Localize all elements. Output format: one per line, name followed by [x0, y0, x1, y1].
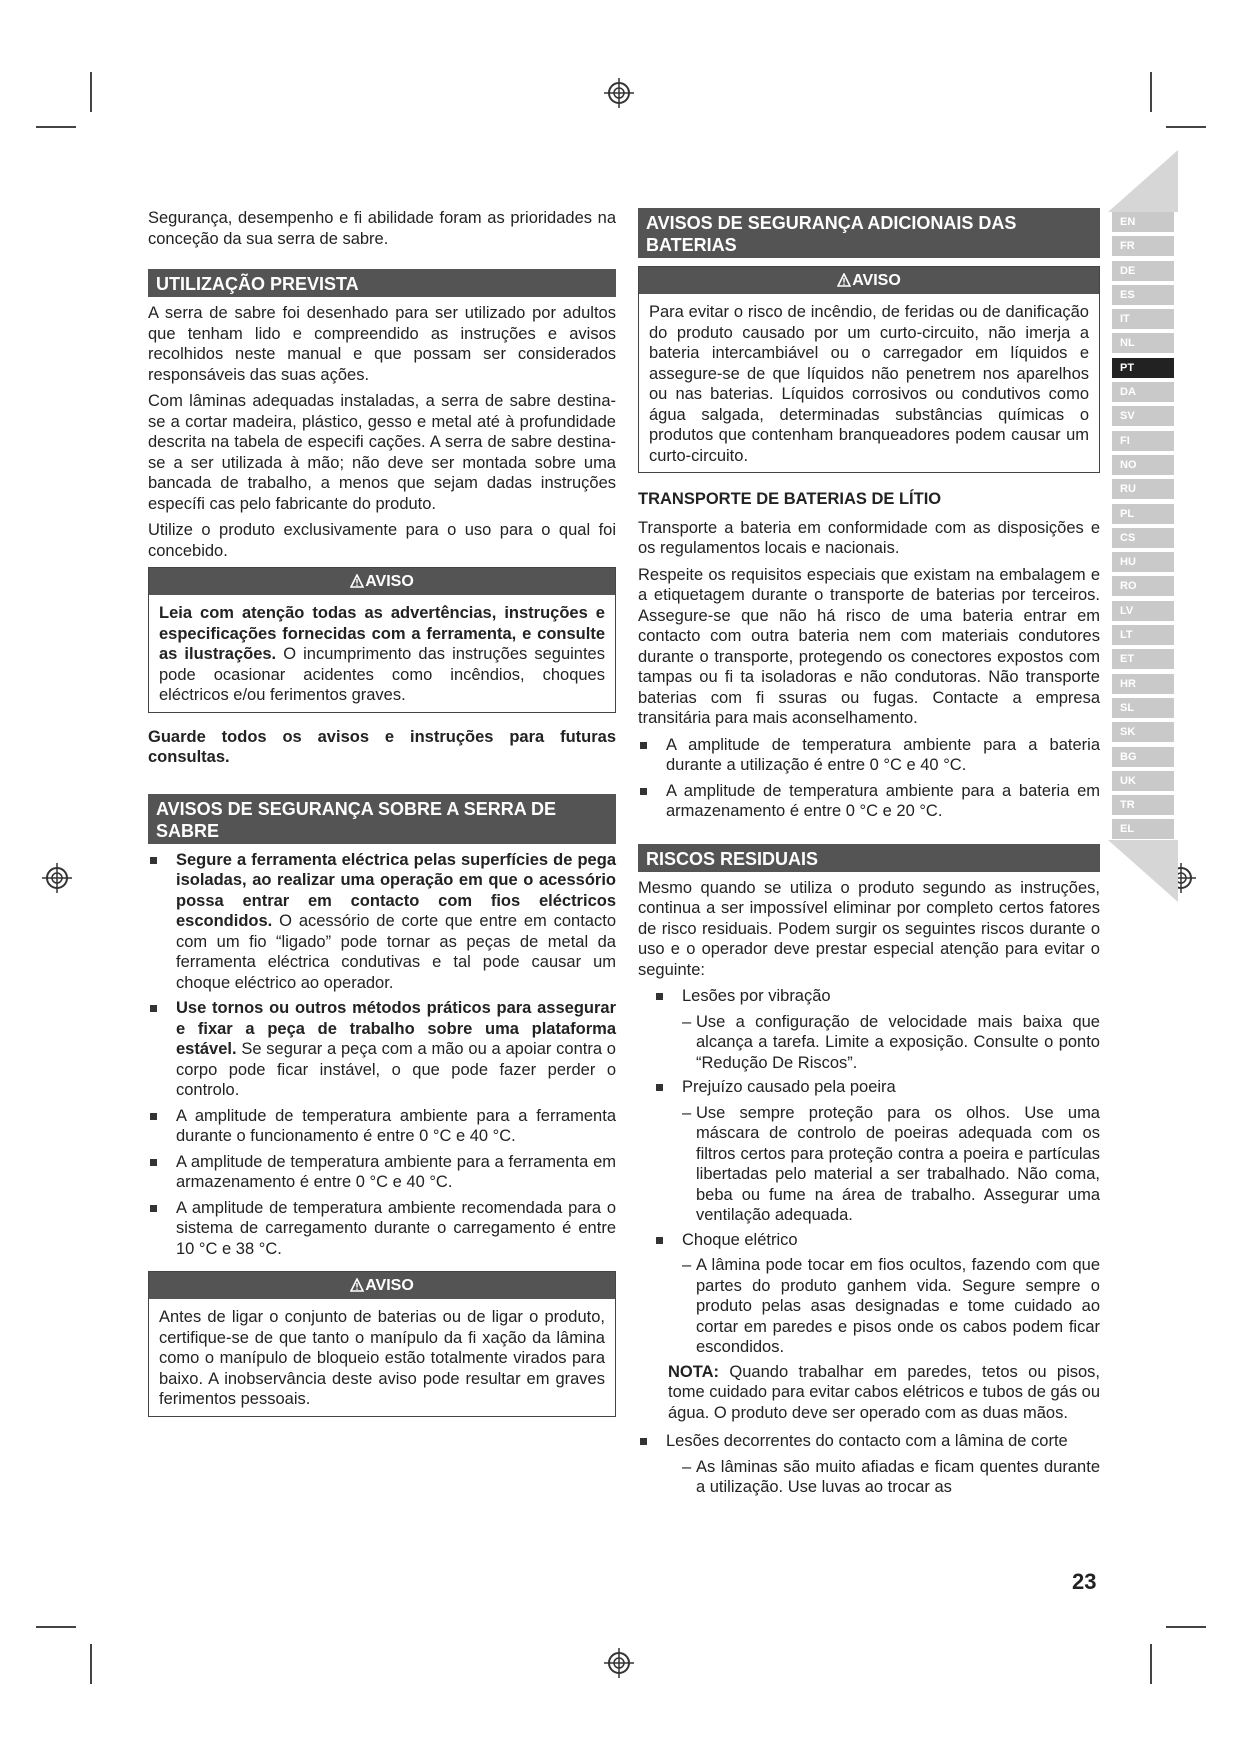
language-tab[interactable]: RO — [1112, 576, 1174, 596]
language-tab[interactable]: HR — [1112, 674, 1174, 694]
warning-body: Antes de ligar o conjunto de baterias ou de ligar o produto, certifique-se de que tanto o manípulo da fi xação da lâmina como o manípulo de bloqueio estão totalmente virados para baixo. A inobservância deste aviso pode resultar em graves ferimentos pessoais. — [159, 1308, 605, 1408]
language-tab[interactable]: UK — [1112, 771, 1174, 791]
list-item: A amplitude de temperatura ambiente para a ferramenta em armazenamento é entre 0 °C e 40 °C. — [148, 1152, 616, 1193]
warning-box — [148, 1271, 616, 1417]
language-tab[interactable]: LV — [1112, 601, 1174, 621]
warning-title: AVISO — [639, 267, 1099, 294]
utilizacao-paragraph: A serra de sabre foi desenhado para ser utilizado por adultos que tenham lido e compreendido as instruções e avisos recolhidos neste manual e que possam ser considerados responsáveis das suas ações. — [148, 304, 616, 384]
language-tab[interactable]: ES — [1112, 285, 1174, 305]
list-item: Use tornos ou outros métodos práticos para assegurar e fixar a peça de trabalho sobre uma plataforma estável. Se segurar a peça com a mão ou a apoiar contra o corpo pode ficar instável, o que pode fazer perder o controlo. — [148, 998, 616, 1101]
crop-mark — [1166, 1626, 1206, 1628]
warning-triangle-icon — [350, 1278, 364, 1292]
riscos-paragraph: Mesmo quando se utiliza o produto segundo as instruções, continua a ser impossível eliminar por completo certos fatores de risco residuais. Podem surgir os seguintes riscos durante o uso e o operador deve prestar especial atenção para evitar o seguinte: — [638, 878, 1100, 979]
language-tab[interactable]: FI — [1112, 431, 1174, 451]
list-subitem: – Use a configuração de velocidade mais baixa que alcança a tarefa. Limite a exposição. Consulte o ponto “Redução De Riscos”. — [682, 1012, 1100, 1074]
warning-title: AVISO — [149, 568, 615, 595]
language-tab[interactable]: LT — [1112, 625, 1174, 645]
transporte-paragraph: Transporte a bateria em conformidade com as disposições e os regulamentos locais e nacionais. — [638, 518, 1100, 557]
language-tab[interactable]: SK — [1112, 722, 1174, 742]
utilizacao-paragraph: Com lâminas adequadas instaladas, a serra de sabre destina-se a cortar madeira, plástico, gesso e metal até à profundidade descrita na tabela de especifi cações. A serra de sabre destina-se a ser utilizada à mão; não deve ser montada sobre uma bancada de trabalho, a menos que sejam dadas instruções específi cas pelo fabricante do produto. — [148, 392, 616, 513]
left-column — [148, 208, 616, 1427]
language-tab[interactable]: RU — [1112, 479, 1174, 499]
list-item: A amplitude de temperatura ambiente para a ferramenta durante o funcionamento é entre 0 °C e 40 °C. — [148, 1106, 616, 1147]
warning-box — [148, 567, 616, 713]
transporte-paragraph: Respeite os requisitos especiais que existam na embalagem e a etiquetagem durante o transporte de baterias por terceiros. Assegure-se que não há risco de uma bateria entrar em contacto com outra bateria nem com materiais condutores durante o transporte, protegendo os conectores expostos com tampas ou fi ta isoladoras e não condutoras. Não transporte baterias com fi ssuras ou fugas. Contacte a empresa transitária para mais aconselhamento. — [638, 565, 1100, 727]
section-header-riscos: RISCOS RESIDUAIS — [638, 844, 1100, 872]
section-header-baterias: AVISOS DE SEGURANÇA ADICIONAIS DAS BATERIAS — [638, 208, 1100, 258]
warning-box — [638, 266, 1100, 473]
crop-mark — [1150, 72, 1152, 112]
list-item: Prejuízo causado pela poeira — [654, 1077, 1100, 1098]
page-number: 23 — [1072, 1569, 1097, 1594]
subsection-heading-transporte: TRANSPORTE DE BATERIAS DE LÍTIO — [638, 490, 942, 508]
list-item: Lesões por vibração — [654, 986, 1100, 1007]
language-tab-active[interactable]: PT — [1112, 358, 1174, 378]
language-tab[interactable]: TR — [1112, 795, 1174, 815]
language-tab[interactable]: IT — [1112, 309, 1174, 329]
language-tab[interactable]: ET — [1112, 649, 1174, 669]
language-tab[interactable]: PL — [1112, 504, 1174, 524]
warning-body — [149, 595, 615, 712]
list-item: Choque elétrico — [654, 1230, 1100, 1251]
registration-mark-icon — [604, 78, 634, 108]
list-item: Lesões decorrentes do contacto com a lâmina de corte — [638, 1431, 1100, 1452]
language-tab[interactable]: CS — [1112, 528, 1174, 548]
list-item: A amplitude de temperatura ambiente recomendada para o sistema de carregamento durante o carregamento é entre 10 °C e 38 °C. — [148, 1198, 616, 1260]
language-tab[interactable]: FR — [1112, 236, 1174, 256]
registration-mark-icon — [604, 1648, 634, 1678]
language-tab[interactable]: SL — [1112, 698, 1174, 718]
list-subitem: – Use sempre proteção para os olhos. Use uma máscara de controlo de poeiras adequada com os filtros certos para proteção contra a poeira e partículas libertadas pelo material a ser trabalhado. Não coma, beba ou fume na área de trabalho. Assegurar uma ventilação adequada. — [682, 1103, 1100, 1226]
crop-mark — [36, 126, 76, 128]
utilizacao-paragraph: Utilize o produto exclusivamente para o uso para o qual foi concebido. — [148, 521, 616, 560]
warning-body: Para evitar o risco de incêndio, de feridas ou de danificação do produto causado por um curto-circuito, não imerja a bateria intercambiável ou o carregador em líquidos e assegure-se de que líquidos não penetrem nos aparelhos ou nas baterias. Líquidos corrosivos ou condutivos como água salgada, determinadas substâncias químicas o produtos que contenham branqueadores podem causar um curto-circuito. — [649, 303, 1089, 465]
list-subitem: – As lâminas são muito afiadas e ficam quentes durante a utilização. Use luvas ao trocar as — [682, 1457, 1100, 1498]
language-tab[interactable]: BG — [1112, 747, 1174, 767]
warning-triangle-icon — [350, 574, 364, 588]
crop-mark — [1166, 126, 1206, 128]
guarde-text: Guarde todos os avisos e instruções para futuras consultas. — [148, 727, 616, 766]
section-header-utilizacao: UTILIZAÇÃO PREVISTA — [148, 269, 616, 297]
language-tabs — [1112, 212, 1174, 844]
registration-mark-icon — [42, 863, 72, 893]
crop-mark — [90, 72, 92, 112]
list-subitem: – A lâmina pode tocar em fios ocultos, fazendo com que partes do produto ganhem vida. Segure sempre o produto pelas asas designadas e tome cuidado ao cortar em paredes e pisos onde os cabos podem ficar escondidos. — [682, 1255, 1100, 1358]
warning-bold-text: Leia com atenção todas as advertências, instruções e especificações fornecidas com a ferramenta, e consulte as ilustrações. — [159, 604, 605, 663]
right-column — [638, 208, 1100, 1502]
language-tab[interactable]: EL — [1112, 819, 1174, 839]
crop-mark — [90, 1644, 92, 1684]
list-item: A amplitude de temperatura ambiente para a bateria em armazenamento é entre 0 °C e 20 °C. — [638, 781, 1100, 822]
language-tab[interactable]: NL — [1112, 333, 1174, 353]
warning-triangle-icon — [837, 273, 851, 287]
language-tab[interactable]: SV — [1112, 406, 1174, 426]
crop-mark — [1150, 1644, 1152, 1684]
language-tab[interactable]: HU — [1112, 552, 1174, 572]
list-item: A amplitude de temperatura ambiente para a bateria durante a utilização é entre 0 °C e 40 °C. — [638, 735, 1100, 776]
nota-text: NOTA: Quando trabalhar em paredes, tetos ou pisos, tome cuidado para evitar cabos elétricos e tubos de gás ou água. O produto deve ser operado com as duas mãos. — [668, 1362, 1101, 1422]
language-tab[interactable]: DA — [1112, 382, 1174, 402]
intro-text: Segurança, desempenho e fi abilidade foram as prioridades na conceção da sua serra de sabre. — [148, 209, 616, 248]
list-item: Segure a ferramenta eléctrica pelas superfícies de pega isoladas, ao realizar uma operação em que o acessório possa entrar em contacto com fios eléctricos escondidos. O acessório de corte que entre em contacto com um fio “ligado” pode tornar as peças de metal da ferramenta eléctrica condutivas e tal pode causar um choque eléctrico ao operador. — [148, 850, 616, 994]
language-tab[interactable]: DE — [1112, 261, 1174, 281]
crop-mark — [36, 1626, 76, 1628]
language-tab[interactable]: EN — [1112, 212, 1174, 232]
warning-text: O incumprimento das instruções seguintes pode ocasionar acidentes como incêndios, choques eléctricos e/ou ferimentos graves. — [159, 645, 605, 704]
language-tab[interactable]: NO — [1112, 455, 1174, 475]
warning-title: AVISO — [149, 1272, 615, 1299]
section-header-serra: AVISOS DE SEGURANÇA SOBRE A SERRA DE SABRE — [148, 794, 616, 844]
